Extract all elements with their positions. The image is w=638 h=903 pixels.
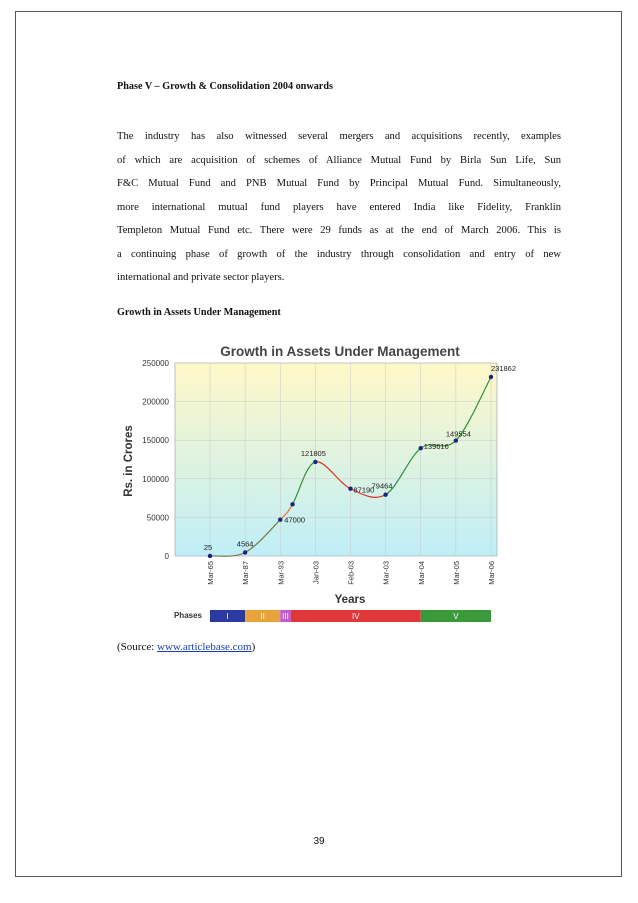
data-point-marker xyxy=(489,375,493,379)
phase-label: III xyxy=(282,612,289,621)
x-tick-label: Mar-05 xyxy=(451,561,461,585)
data-label: 25 xyxy=(203,542,213,552)
phase-label: IV xyxy=(351,612,360,621)
x-axis-label: Years xyxy=(334,594,366,606)
page-number: 39 xyxy=(313,836,325,847)
source-citation xyxy=(117,641,255,653)
data-point-marker xyxy=(243,550,247,554)
aum-chart xyxy=(110,333,517,628)
paragraph-line: international and private sector players. xyxy=(117,272,285,283)
data-point-marker xyxy=(313,460,317,464)
paragraph-line: more international mutual fund players have entered India like Fidelity, Franklin xyxy=(117,201,561,213)
y-tick-label: 200000 xyxy=(142,397,169,407)
y-tick-label: 250000 xyxy=(142,359,169,368)
data-label: 149554 xyxy=(445,429,471,439)
x-tick-label: Mar-93 xyxy=(276,561,286,585)
x-tick-label: Feb-03 xyxy=(346,561,356,585)
data-label: 231862 xyxy=(491,364,517,374)
data-point-marker xyxy=(208,554,212,558)
source-suffix: ) xyxy=(251,641,256,653)
x-tick-label: Mar-06 xyxy=(487,561,496,585)
x-tick-label: Mar-87 xyxy=(241,561,251,585)
x-tick-label: Mar-65 xyxy=(206,561,215,585)
phase-heading: Phase V – Growth & Consolidation 2004 onwards xyxy=(117,81,333,92)
growth-heading: Growth in Assets Under Management xyxy=(117,307,281,318)
data-label: 139616 xyxy=(423,442,449,452)
data-label: 47000 xyxy=(284,515,306,525)
source-link[interactable]: www.articlebase.com xyxy=(157,641,252,653)
y-axis-label: Rs. in Crores xyxy=(123,425,135,497)
data-point-marker xyxy=(454,438,458,442)
source-prefix: (Source: xyxy=(117,641,158,653)
y-tick-label: 50000 xyxy=(146,513,169,523)
y-tick-label: 100000 xyxy=(142,474,169,484)
x-tick-label: Mar-03 xyxy=(381,561,391,585)
paragraph-line: Templeton Mutual Fund etc. There were 29 funds as at the end of March 2006. This is xyxy=(117,225,561,236)
y-tick-label: 0 xyxy=(164,552,169,561)
data-label: 121805 xyxy=(300,448,326,458)
phase-label: I xyxy=(226,612,229,621)
x-axis-ticks xyxy=(206,561,496,585)
data-point-marker xyxy=(348,486,352,490)
data-label: 87190 xyxy=(353,485,375,495)
paragraph-line: of which are acquisition of schemes of Alliance Mutual Fund by Birla Sun Life, Sun xyxy=(117,154,561,166)
x-tick-label: Mar-04 xyxy=(416,561,426,585)
paragraph-line: The industry has also witnessed several mergers and acquisitions recently, examples xyxy=(117,131,561,142)
plot-area xyxy=(175,363,497,556)
data-label: 79464 xyxy=(371,481,393,491)
data-point-marker xyxy=(383,492,387,496)
data-label: 4564 xyxy=(236,539,254,549)
paragraph-line: a continuing phase of growth of the industry through consolidation and entry of new xyxy=(117,248,561,260)
x-tick-label: Jan-03 xyxy=(311,561,321,584)
data-point-marker xyxy=(278,518,282,522)
aum-chart-svg xyxy=(110,333,517,628)
phases-label: Phases xyxy=(173,611,202,620)
chart-title: Growth in Assets Under Management xyxy=(220,344,460,359)
phase-label: II xyxy=(260,612,265,621)
y-axis-ticks xyxy=(142,359,169,561)
body-paragraph xyxy=(117,125,561,290)
data-point-marker xyxy=(290,502,294,506)
paragraph-line: F&C Mutual Fund and PNB Mutual Fund by Principal Mutual Fund. Simultaneously, xyxy=(117,178,561,189)
phases-bar xyxy=(210,610,491,622)
data-point-marker xyxy=(419,446,423,450)
phase-label: V xyxy=(453,612,459,621)
y-tick-label: 150000 xyxy=(142,436,169,446)
